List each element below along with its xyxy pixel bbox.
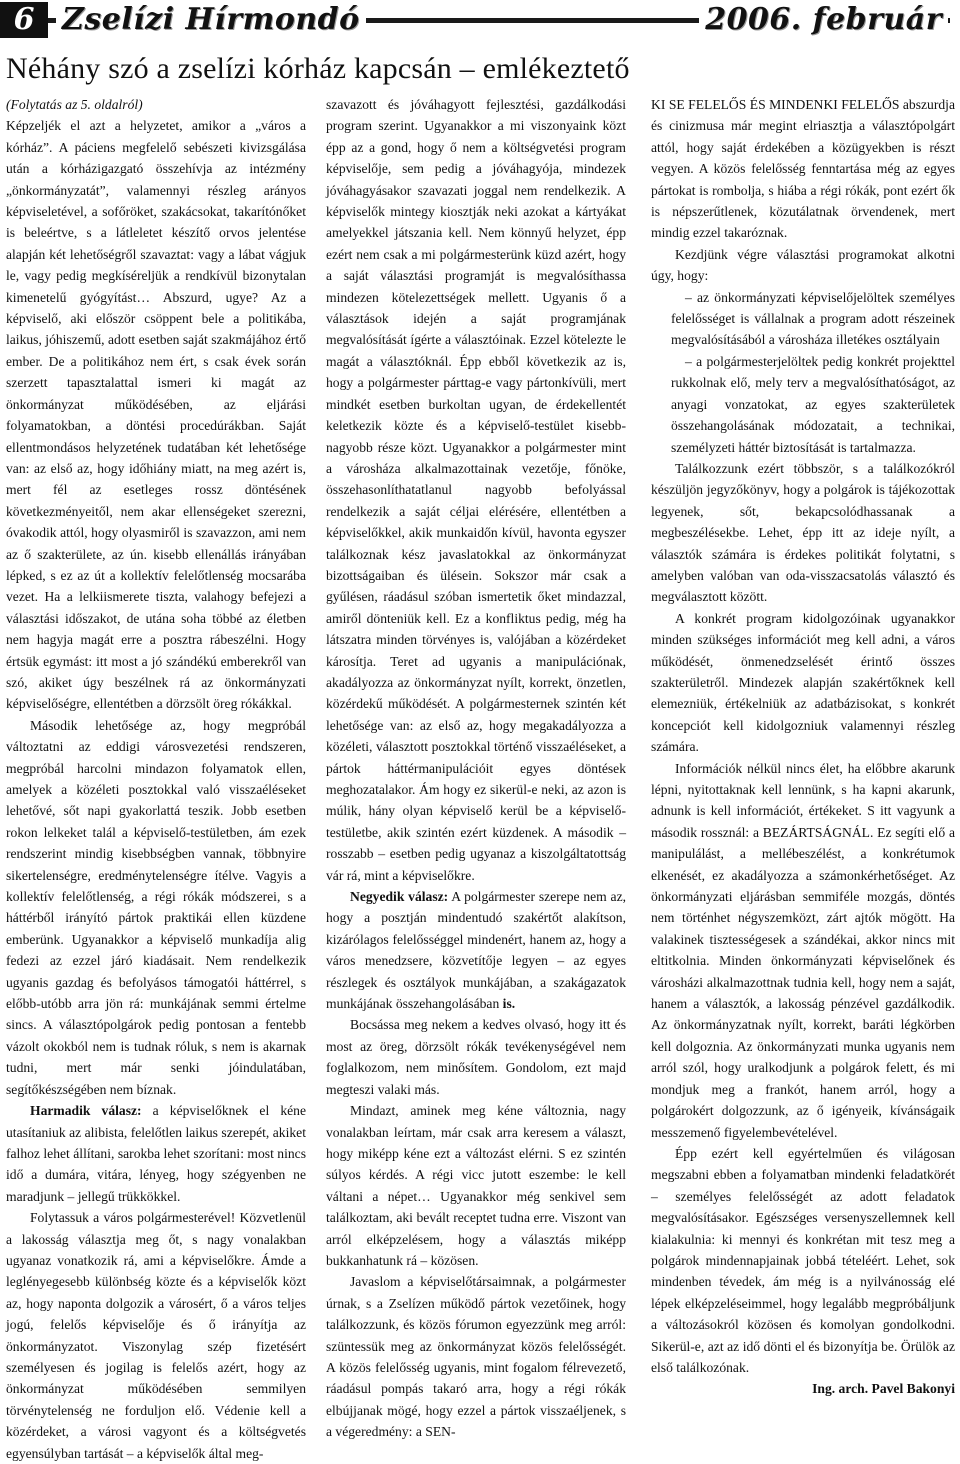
masthead xyxy=(0,0,960,44)
author-signature: Ing. arch. Pavel Bakonyi xyxy=(812,1381,955,1397)
paragraph: Mindazt, aminek meg kéne változnia, nagy vonalakban leírtam, már csak arra keresem a választ, hogy miképp kéne ezt a változást elérni. S ez szintén súlyos kérdés. A régi vicc jutott eszembe: le kell váltani a népet… Ugyanakkor még senkivel sem találkoztam, aki bevált receptet tudna erre. Viszont van arról elképzelésem, hogy a választás miképp bukkanhatunk rá – közösen. xyxy=(326,1103,626,1268)
article-column-3 xyxy=(651,94,955,1400)
page-number: 6 xyxy=(0,2,48,38)
list-item: – az önkormányzati képviselőjelöltek személyes felelősséget is vállalnak a program adott részeinek megvalósításából a városháza illetékes osztályain xyxy=(671,289,955,348)
paragraph: szavazott és jóváhagyott fejlesztési, gazdálkodási program szerint. Ugyanakkor a mi viszonyaink közt épp az a gond, hogy ő nem a költségvetési program képviselője, sem pedig a jóváhagyója, mindezek jóváhagyásakor szavazati joggal nem rendelkezik. A képviselők mintegy kiosztják neki azokat a kártyákat amelyekkel játszania kell. Nem könnyű helyzet, épp ezért nem csak a mi polgármesterünk küzd azért, hogy a saját választási programját is megvalósíthassa mindezen kötelezettségek mellett. Ugyanis ő a választások idején a saját programjának megvalósítását ígérte a választóinak. Ezzel kötelezte le magát a választóknál. Épp ebből következik az is, hogy a polgármester párttag-e vagy pártonkívüli, mert mindkét esetben burkoltan ugyan, de érdekellentét keletkezik közte és a képviselő-testület kisebb-nagyobb része közt. Ugyanakkor a polgármester mint a városháza alkalmazottainak vezetője, főnöke, összehasonlíthatatlanul nagyobb befolyással rendelkezik a saját céljai elérésére, ellentétben a képviselőkkel, akik munkaidőn kívül, havonta egyszer találkoznak kész javaslatokkal az önkormányzat bizottságaiban és ülésein. Sokszor már csak a gyűlésen, ráadásul szóban ismertetik őket mindazzal, amiről dönteniük kell. Ez a konfliktus pedig, még ha látszatra minden törvényes is, valójában a közérdeket károsítja. Teret ad ugyanis a manipulációnak, akadályozza az önkormányzat nyílt, korrekt, önzetlen, közérdekű működését. A polgármesternek szintén két lehetősége van: az első az, hogy megakadályozza a közéleti, választott posztokkal történő visszaéléseket, a pártok háttérmanipulációit egyes döntések meghozatalakor. Ám hogy ez sikerül-e neki, az azon is múlik, hány olyan képviselő kerül be a képviselő-testületbe, akik szintén ezért küzdenek. A második – rosszabb – esetben pedig ugyanaz a kiszolgáltatottság vár rá, mint a képviselőkre. xyxy=(326,97,626,883)
continuation-note: (Folytatás az 5. oldalról) xyxy=(6,97,143,112)
issue-date: 2006. február xyxy=(699,0,948,40)
paragraph: Második lehetősége az, hogy megpróbál változtatni az eddigi városvezetési rendszeren, megpróbál harcolni mindazon folyamatok ellen, amelyek a közéleti posztokkal való visszaéléseket lehetővé, sőt napi gyakorlattá teszik. Jobb esetben rokon lelkeket talál a képviselő-testületben, ám ezek rendszerint mindig kisebbségben vannak, többnyire sikertelenségre, eredménytelenségre ítélve. Vagyis a kollektív felelőtlenség, a régi rókák módszerei, s a háttérből irányító pártok praktikái ellen küzdene emberünk. Ugyanakkor a képviselő munkadíja alig fedezi az ezzel járó kiadásait. Nem rendelkezik ugyanis gazdag és befolyásos támogatói háttérrel, s előbb-utóbb arra jön rá: munkájának semmi értelme sincs. A választópolgárok pedig pontosan a fentebb vázolt okokból nem is tudnak róluk, s nem is akarnak tudni, mert már senki jóindulatában, segítőkészségében nem bíznak. xyxy=(6,717,306,1097)
paragraph: Épp ezért kell egyértelműen és világosan megszabni ebben a folyamatban mindenki feladatkörét – személyes felelősségét az adott feladatok megvalósításakor. Egészséges versenyszellemnek kell kialakulnia: ki mennyi és konkrétan mit tesz meg a polgárok mindennapjainak jobbá tételéért. Lehet, sok mindenben tévedek, ám még is a nyilvánosság elé lépek elképzeléseimmel, hogy legalább megpróbáljunk a változásokról közösen és komolyan gondolkodni. Sikerül-e, azt az idő dönti el és bizonyítja be. Örülök az első találkozónak. xyxy=(651,1145,955,1375)
paragraph-lead: Negyedik válasz: xyxy=(350,889,449,905)
paragraph: Találkozzunk ezért többször, s a találkozókról készüljön jegyzőkönyv, hogy a polgárok is tájékozottak legyenek, sőt, bekapcsolódhassanak a megbeszélésekbe. Lehet, épp itt az ideje nyílt, a választók számára is érdekes politikát folytatni, s amelyben valóban van oda-visszacsatolás választó és megválasztott között. xyxy=(651,460,955,605)
paragraph: Bocsássa meg nekem a kedves olvasó, hogy itt és most az öreg, dörzsölt rókák tevékenységével nem foglalkozom, nem minősítem. Gondolom, ezt majd megteszi valaki más. xyxy=(326,1017,626,1097)
paragraph: Képzeljék el azt a helyzetet, amikor a „város a kórház”. A páciens megfelelő sebészeti kivizsgálása után a kórházigazgató összehívja az intézmény „önkormányzatát”, valamennyi részleg arányos képviseletével, a sofőröket, szakácsokat, takarítónőket is beleértve, s a látleletet készítő orvos jelentése alapján két lehetőségről szavaztat: vagy a lábat vágjuk le, vagy pedig megkíséreljük a rendkívül bizonytalan kimenetelű gyógyítást… Abszurd, ugye? Az a képviselő, aki először csöppent bele a politikába, laikus, jóhiszemű, adott esetben saját szakmájához értő ember. De a politikához nem ért, s csak évek során szerzett tapasztalattal ismeri ki magát az önkormányzat működésében, az eljárási folyamatokban, a döntési procedúrákban. Saját ellentmondásos helyzetének tudatában két lehetősége van: az első az, hogy időhiány miatt, na meg azért is, mert fél az esetleges rossz döntésének következményeitől, nem akar ellenségeket szerezni, óvakodik attól, hogy olyasmiről is szavazzon, ami nem az ő szakterülete, az ún. kisebb ellenállás irányában lépked, s ez az út a kollektív felelőtlenség mocsarába vezet. Ha a lelkiismerete tiszta, valahogy befejezi a választási időszakot, de utána soha többé az életben nem hagyja magát erre a posztra rábeszélni. Hogy értsük egymást: itt most a jó szándékú emberekről van szó, akiket úgy beszélnek rá az önkormányzati képviselőségre, ellentétben a dörzsölt öreg rókákkal. xyxy=(6,118,306,712)
paragraph: A konkrét program kidolgozóinak ugyanakkor minden szükséges információt meg kell adni, a város működését, önmenedzselését érintő összes szakterületről. Mindezek alapján szakértőknek kell elemezniük, értékelniük az adatbázisokat, s konkrét koncepciót kell kidolgozniuk valamennyi részleg számára. xyxy=(651,610,955,755)
article-column-2 xyxy=(326,94,626,1443)
paragraph: Információk nélkül nincs élet, ha előbbre akarunk lépni, nyitottaknak kell lennünk, s ha kapni akarunk, adnunk is kell információt, értékeket. S itt vagyunk a második rossznál: a BEZÁRTSÁGNÁL. Ez segíti elő a manipulálást, a mellébeszélést, a konkrétumok elkenését, ez akadályozza a számonkérhetőséget. Az önkormányzati eljárásban semmiféle mozgás, döntés nem történhet négyszemközt, zárt ajtók mögött. Ha valakinek tisztességesek a szándékai, akkor nincs mit eltitkolnia. Minden önkormányzati képviselőnek és városházi alkalmazottnak tudnia kell, hogy nem a saját, hanem a választók, a lakosság pénzével gazdálkodik. Az önkormányzatnak nyílt, korrekt, baráti légkörben kell dolgoznia. Az önkormányzati munka ugyanis nem arról szól, hogy uralkodjunk a polgárok felett, és mi mondjuk meg a frankót, hanem arról, hogy a polgárokért dolgozzunk, az ő igényeik, kívánságaik messzemenő figyelembevételével. xyxy=(651,760,955,1140)
paragraph-text: a képviselőknek el kéne utasítaniuk az alibista, felelőtlen laikus szerepét, akiket falhoz lehet állítani, sarokba lehet szorítani: most nincs idő a dumára, vitára, lényeg, hogy szégyenben ne maradjunk – jellegű trükkökkel. xyxy=(6,1103,306,1204)
paragraph xyxy=(326,886,626,1014)
paragraph xyxy=(6,1100,306,1207)
list-item: – a polgármesterjelöltek pedig konkrét projekttel rukkolnak elő, mely terv a megvalósíthatóságot, az anyagi vonzatokat, az egyes szakterületek összehangolásának módozatait, a technikai, személyzeti háttér biztosítását is tartalmazza. xyxy=(671,353,955,455)
paragraph: Kezdjünk végre választási programokat alkotni úgy, hogy: xyxy=(651,246,955,284)
proposal-list xyxy=(651,287,955,458)
paragraph-text: A polgármester szerepe nem az, hogy a posztján mindentudó szakértőt alakítson, kizárólagos felelősséggel mindenért, hanem az, hogy a város menedzsere, közvetítője legyen – az egyes részlegek és osztályok munkájában, a szakágazatok munkájának összehangolásában xyxy=(326,889,627,1012)
paragraph-lead: Harmadik válasz: xyxy=(30,1103,142,1119)
paragraph-end: is. xyxy=(502,996,516,1012)
article-headline: Néhány szó a zselízi kórház kapcsán – emlékeztető xyxy=(6,52,630,85)
article-column-1 xyxy=(6,94,306,1464)
paragraph: Folytassuk a város polgármesterével! Közvetlenül a lakosság választja meg őt, s nagy vonalakban ugyanaz vonatkozik rá, ami a képviselőkre. Ámde a leglényegesebb különbség közte és a képviselők közt az, hogy naponta dolgozik a városért, ő a város teljes jogú, felelős képviselője és ő irányítja az önkormányzatot. Viszonylag szép fizetésért személyesen és jogilag is felelős azért, hogy az önkormányzat működésében semmilyen törvénytelenség ne forduljon elő. Védenie kell a közérdeket, a városi vagyont és a költségvetés egyensúlyban tartását – a képviselők által meg- xyxy=(6,1210,306,1461)
paragraph: KI SE FELELŐS ÉS MINDENKI FELELŐS abszurdja és cinizmusa már megint elriasztja a választópolgárt attól, hogy saját érdekében a közügyekben is részt vegyen. A közös felelősség fenntartása még az egyes pártokat is rombolja, s hiába a régi rókák, pont ezért ők is népszerűtlenek, közutálatnak örvendenek, mert mindig ezzel takaróznak. xyxy=(651,97,955,241)
newspaper-title: Zselízi Hírmondó xyxy=(56,0,366,40)
paragraph: Javaslom a képviselőtársaimnak, a polgármester úrnak, s a Zselízen működő pártok vezetőinek, hogy találkozzunk, és közös fórumon egyezzünk meg arról: szüntessük meg az önkormányzat közös felelősségét. A közös felelősség ugyanis, mint fogalom félrevezető, ráadásul pompás takaró arra, hogy a régi rókák elbújjanak mögé, hogy ezzel a pártok visszaéljenek, s a végeredmény: a SEN- xyxy=(326,1274,626,1440)
